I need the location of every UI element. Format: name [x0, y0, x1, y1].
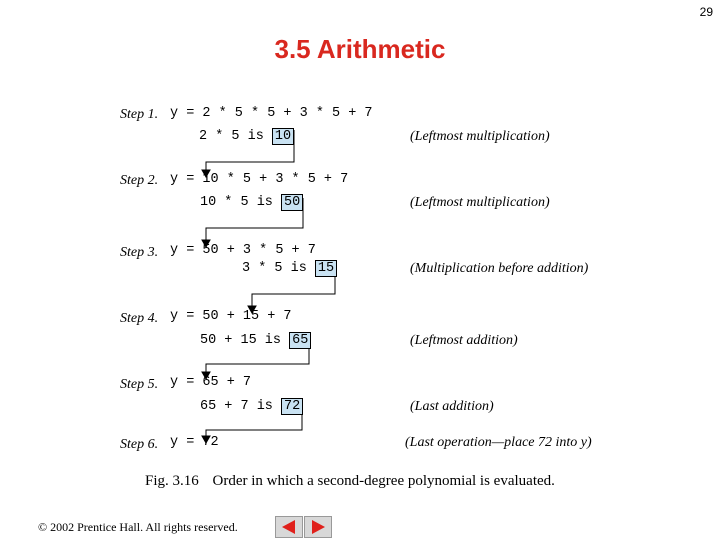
- page-number: 29: [699, 5, 713, 19]
- step-expression: y = 50 + 3 * 5 + 7: [170, 243, 316, 258]
- step-note: (Leftmost multiplication): [410, 129, 550, 144]
- step-label: Step 6.: [120, 437, 159, 452]
- arrow-right-icon: [305, 517, 331, 537]
- page-title: 3.5 Arithmetic: [274, 34, 446, 64]
- step-label: Step 2.: [120, 173, 159, 188]
- step-label: Step 3.: [120, 245, 159, 260]
- figure-text: Order in which a second-degree polynomial is evaluated.: [212, 473, 555, 489]
- result-box: 50: [281, 194, 303, 211]
- figure-caption: [145, 473, 565, 490]
- step-subexpression: 2 * 5 is 10: [199, 129, 294, 144]
- result-box: 65: [289, 332, 311, 349]
- previous-slide-button[interactable]: [275, 516, 303, 538]
- next-slide-button[interactable]: [304, 516, 332, 538]
- step-subexpression: 65 + 7 is 72: [200, 399, 303, 414]
- step-label: Step 5.: [120, 377, 159, 392]
- step-subexpression: 10 * 5 is 50: [200, 195, 303, 210]
- step-expression: y = 50 + 15 + 7: [170, 309, 292, 324]
- step-note: (Leftmost addition): [410, 333, 518, 348]
- step-expression: y = 2 * 5 * 5 + 3 * 5 + 7: [170, 106, 373, 121]
- step-note: (Multiplication before addition): [410, 261, 589, 276]
- figure-number: Fig. 3.16: [145, 473, 199, 489]
- result-box: 10: [272, 128, 294, 145]
- step-expression: y = 65 + 7: [170, 375, 252, 390]
- step-expression: y = 10 * 5 + 3 * 5 + 7: [170, 172, 349, 187]
- step-expression: y = 72: [170, 435, 219, 450]
- result-box: 15: [315, 260, 337, 277]
- copyright-notice: © 2002 Prentice Hall. All rights reserved.: [38, 520, 238, 534]
- step-subexpression: 50 + 15 is 65: [200, 333, 311, 348]
- step-label: Step 4.: [120, 311, 159, 326]
- step-note: (Leftmost multiplication): [410, 195, 550, 210]
- result-box: 72: [281, 398, 303, 415]
- step-note: (Last operation—place 72 into y): [405, 435, 592, 450]
- arrow-left-icon: [276, 517, 302, 537]
- step-label: Step 1.: [120, 107, 159, 122]
- step-note: (Last addition): [410, 399, 494, 414]
- step-subexpression: 3 * 5 is 15: [242, 261, 337, 276]
